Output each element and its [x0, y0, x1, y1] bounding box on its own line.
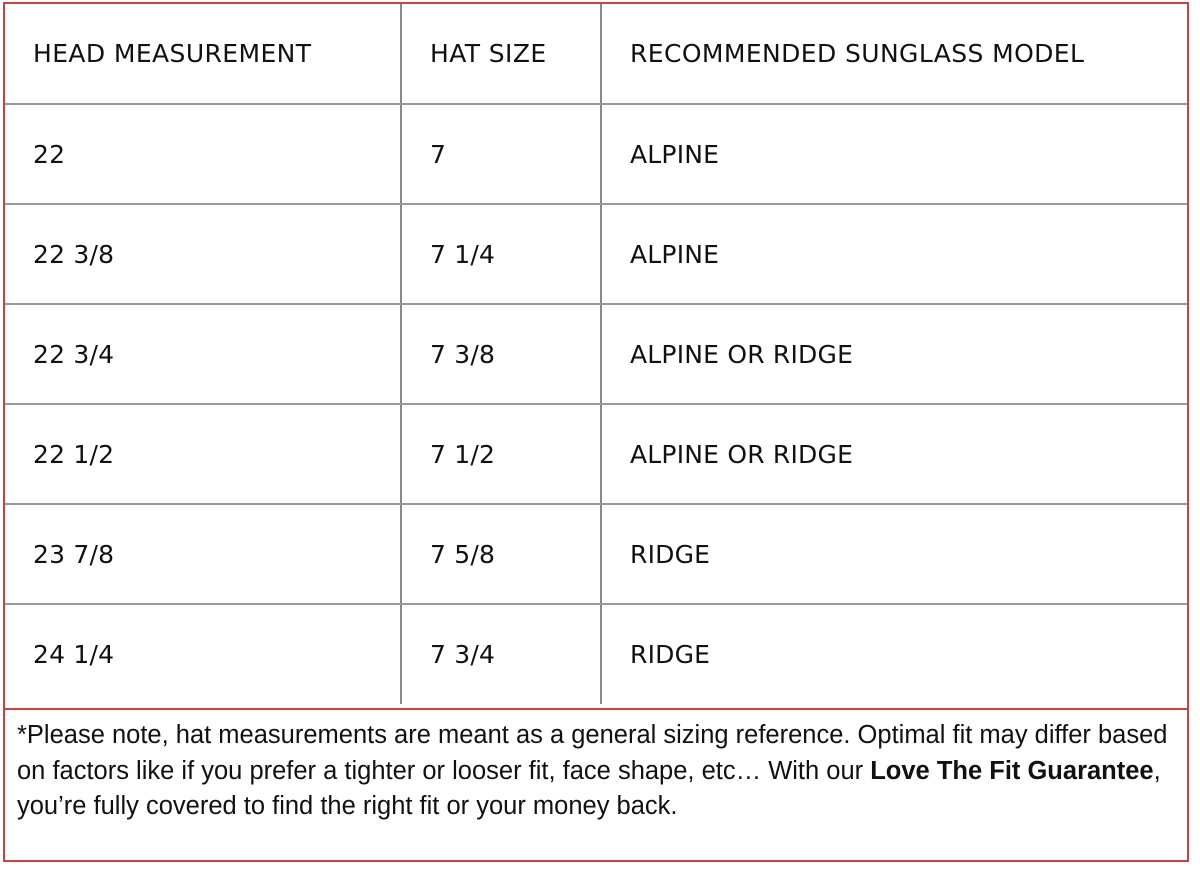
- sizing-chart: [3, 2, 1189, 862]
- header-recommended-model: RECOMMENDED SUNGLASS MODEL: [601, 4, 1187, 104]
- guarantee-name: Love The Fit Guarantee: [870, 756, 1154, 785]
- sizing-disclaimer: [3, 708, 1189, 862]
- cell-hat-size: 7 1/2: [401, 404, 601, 504]
- cell-model: RIDGE: [630, 640, 711, 669]
- cell-model: RIDGE: [601, 504, 1187, 604]
- cell-model: ALPINE OR RIDGE: [601, 304, 1187, 404]
- disclaimer-text-end: , you’re fully covered to find the right fit or your money back.: [17, 756, 1161, 820]
- cell-head-measurement: 22 1/2: [5, 404, 401, 504]
- cell-head-measurement: 22 3/4: [5, 304, 401, 404]
- header-hat-size: HAT SIZE: [401, 4, 601, 104]
- table-row: [5, 604, 1187, 704]
- disclaimer-text-start: *Please note, hat measurements are meant as a general sizing reference. Optimal fit may differ based on factors like if you prefer a tighter or looser fit, face shape, etc… With our: [17, 721, 1168, 785]
- cell-hat-size: 7: [401, 104, 601, 204]
- table-row: [5, 204, 1187, 304]
- table-header-row: [5, 4, 1187, 104]
- cell-hat-size: 7 3/8: [401, 304, 601, 404]
- cell-hat-size: 7 1/4: [401, 204, 601, 304]
- size-table: [5, 4, 1187, 704]
- cell-model: ALPINE: [601, 204, 1187, 304]
- cell-head-measurement: 23 7/8: [5, 504, 401, 604]
- table-row: [5, 304, 1187, 404]
- cell-model: ALPINE OR RIDGE: [601, 404, 1187, 504]
- table-row: [5, 104, 1187, 204]
- table-row: [5, 504, 1187, 604]
- header-head-measurement: HEAD MEASUREMENT: [5, 4, 401, 104]
- cell-hat-size: 7 5/8: [401, 504, 601, 604]
- cell-model: ALPINE: [601, 104, 1187, 204]
- cell-head-measurement: 22 3/8: [5, 204, 401, 304]
- cell-hat-size: 7 3/4: [401, 604, 601, 704]
- cell-head-measurement: 22: [5, 104, 401, 204]
- table-row: [5, 404, 1187, 504]
- cell-head-measurement: 24 1/4: [5, 604, 401, 704]
